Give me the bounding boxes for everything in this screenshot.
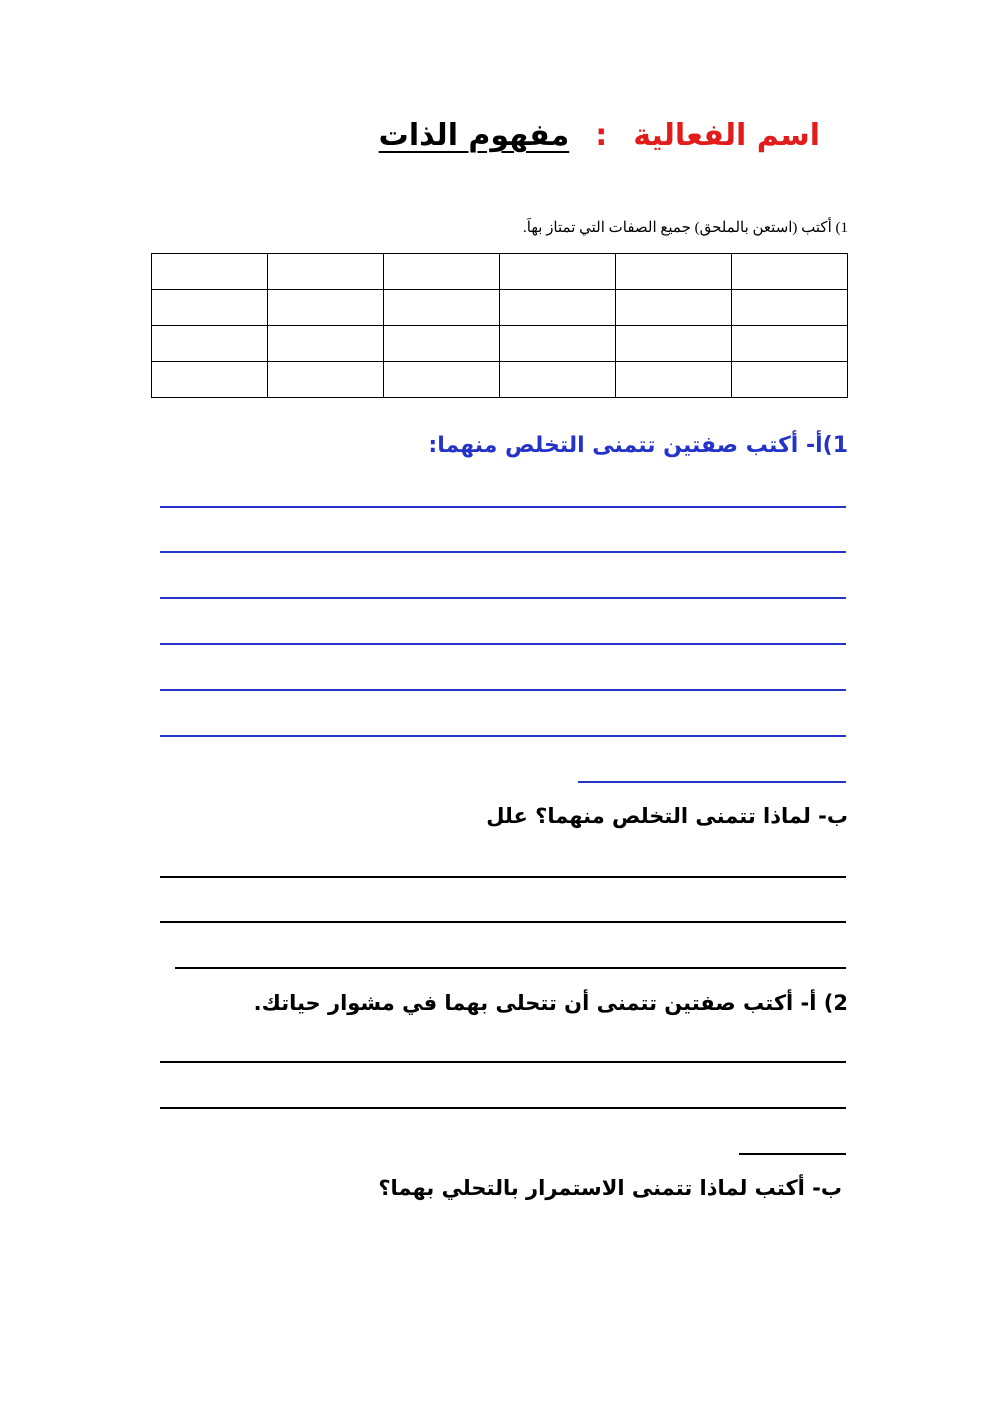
table-cell[interactable] bbox=[616, 290, 732, 326]
table-cell[interactable] bbox=[384, 290, 500, 326]
table-row bbox=[152, 326, 848, 362]
table-cell[interactable] bbox=[500, 326, 616, 362]
table-cell[interactable] bbox=[384, 362, 500, 398]
table-row bbox=[152, 290, 848, 326]
table-cell[interactable] bbox=[268, 362, 384, 398]
question-2a-heading: 2) أ- أكتب صفتين تتمنى أن تتحلى بهما في مشوار حياتك. bbox=[253, 991, 848, 1015]
question-2b-heading: ب- أكتب لماذا تتمنى الاستمرار بالتحلي بهما؟ bbox=[378, 1176, 842, 1200]
answer-line[interactable] bbox=[739, 1153, 846, 1155]
table-cell[interactable] bbox=[152, 326, 268, 362]
question-1-instruction: 1) أكتب (استعن بالملحق) جميع الصفات التي تمتاز بهاَ. bbox=[523, 220, 848, 236]
answer-line[interactable] bbox=[160, 1107, 846, 1109]
table-cell[interactable] bbox=[732, 290, 848, 326]
title-colon: : bbox=[595, 118, 608, 153]
page-title bbox=[379, 118, 820, 168]
title-label: اسم الفعالية bbox=[633, 118, 820, 153]
table-cell[interactable] bbox=[616, 254, 732, 290]
table-cell[interactable] bbox=[268, 290, 384, 326]
answer-line[interactable] bbox=[160, 689, 846, 691]
table-cell[interactable] bbox=[152, 254, 268, 290]
table-cell[interactable] bbox=[732, 254, 848, 290]
table-cell[interactable] bbox=[500, 290, 616, 326]
answer-line[interactable] bbox=[175, 967, 846, 969]
table-cell[interactable] bbox=[268, 254, 384, 290]
table-cell[interactable] bbox=[268, 326, 384, 362]
table-cell[interactable] bbox=[616, 326, 732, 362]
table-row bbox=[152, 362, 848, 398]
answer-line[interactable] bbox=[160, 597, 846, 599]
answer-line[interactable] bbox=[160, 1061, 846, 1063]
answer-line[interactable] bbox=[160, 735, 846, 737]
table-cell[interactable] bbox=[616, 362, 732, 398]
table-cell[interactable] bbox=[732, 362, 848, 398]
answer-line[interactable] bbox=[160, 876, 846, 878]
table-cell[interactable] bbox=[500, 362, 616, 398]
question-1b-heading: ب- لماذا تتمنى التخلص منهما؟ علل bbox=[486, 804, 848, 828]
table-cell[interactable] bbox=[384, 326, 500, 362]
table-cell[interactable] bbox=[152, 290, 268, 326]
table-row bbox=[152, 254, 848, 290]
question-1a-heading: 1)أ- أكتب صفتين تتمنى التخلص منهما: bbox=[428, 433, 848, 458]
answer-line[interactable] bbox=[160, 921, 846, 923]
traits-table bbox=[151, 253, 848, 398]
answer-line[interactable] bbox=[160, 643, 846, 645]
answer-line[interactable] bbox=[578, 781, 846, 783]
table-cell[interactable] bbox=[500, 254, 616, 290]
table-cell[interactable] bbox=[384, 254, 500, 290]
table-cell[interactable] bbox=[152, 362, 268, 398]
answer-line[interactable] bbox=[160, 506, 846, 508]
title-value: مفهوم الذات bbox=[378, 118, 570, 153]
table-cell[interactable] bbox=[732, 326, 848, 362]
answer-line[interactable] bbox=[160, 551, 846, 553]
